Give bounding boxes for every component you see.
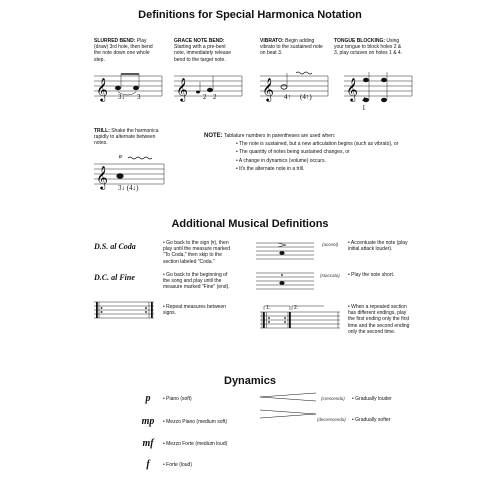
term-dc-al-fine: D.C. al Fine: [94, 273, 135, 282]
def-repeat: • Repeat measures between signs.: [163, 304, 235, 316]
svg-text:𝄞: 𝄞: [96, 165, 108, 189]
dynamics-title: Dynamics: [224, 375, 276, 387]
page-title: Definitions for Special Harmonica Notation: [138, 9, 362, 21]
svg-text:𝄞: 𝄞: [176, 77, 188, 101]
def-staccato: • Play the note short.: [348, 272, 410, 278]
ending-1: 1.: [266, 305, 271, 311]
svg-text:𝄞: 𝄞: [262, 77, 274, 101]
ending-2: 2.: [294, 305, 299, 311]
tab-vibrato-2: (4↑): [300, 93, 312, 101]
decrescendo-hairpin: [260, 410, 316, 418]
svg-text:𝄞: 𝄞: [96, 77, 108, 101]
dyn-text-mp: • Mezzo Piano (medium soft): [163, 419, 227, 425]
staff-slurred-bend: [94, 74, 162, 102]
vibrato-def: VIBRATO: Begin adding vibrato to the sustained note on beat 3.: [260, 38, 323, 57]
dyn-mark-mf: mf: [142, 438, 154, 449]
staff-vibrato: [260, 72, 328, 102]
def-accent: • Accentuate the note (play initial attack louder).: [348, 240, 410, 252]
tab-slurred-1: 3↓: [118, 93, 125, 101]
def-ds-al-coda: • Go back to the sign (𝄋), then play until the measure marked "To Coda," then skip to the section labeled "Coda.": [163, 240, 235, 265]
dyn-text-mf: • Mezzo Forte (medium loud): [163, 441, 227, 447]
tab-tongue-1: 4: [362, 96, 366, 104]
staff-endings: [260, 304, 342, 330]
note-box: NOTE: Tablature numbers in parentheses are used when: • The note is sustained, but a new articulation begins (such as vibrato), or • The quantity of notes being sustained changes, or • A change in dynamics (volume) occurs. • It's the alternate note in a trill.: [204, 133, 404, 172]
dyn-text-p: • Piano (soft): [163, 396, 192, 402]
def-endings: • When a repeated section has different endings, play the first ending only the first time and the second ending only the second time.: [348, 304, 412, 335]
hairpins: [258, 392, 320, 422]
tab-trill: 3↓ (4↓): [118, 184, 139, 192]
trill-mark: tr: [119, 155, 123, 160]
trill-def: TRILL: Shake the harmonica rapidly to alternate between notes.: [94, 128, 159, 147]
dyn-mark-f: f: [146, 459, 150, 470]
crescendo-text: • Gradually louder: [352, 396, 392, 402]
slurred-bend-def: SLURRED BEND: Play (draw) 3rd hole, then bend the note down one whole step.: [94, 38, 153, 63]
staff-repeat: [94, 300, 156, 322]
notation-staves: [94, 70, 414, 110]
tab-grace-1: 2: [203, 93, 207, 101]
def-dc-al-fine: • Go back to the beginning of the song and play until the measure marked "Fine" (end).: [163, 272, 235, 291]
decrescendo-text: • Gradually softer: [352, 417, 390, 423]
svg-text:𝄞: 𝄞: [346, 77, 358, 101]
term-ds-al-coda: D.S. al Coda: [94, 242, 136, 251]
tongue-blocking-def: TONGUE BLOCKING: Using your tongue to block holes 2 & 3, play octaves on holes 1 & 4.: [334, 38, 403, 57]
staccato-label: (staccato): [320, 273, 340, 278]
dyn-text-f: • Forte (loud): [163, 462, 192, 468]
crescendo-hairpin: [260, 393, 316, 401]
accent-label: (accent): [322, 242, 339, 247]
dyn-mark-p: p: [145, 393, 151, 404]
additional-title: Additional Musical Definitions: [171, 218, 329, 230]
tab-grace-2: 2: [213, 93, 217, 101]
tab-slurred-2: 3: [137, 93, 141, 101]
staff-accent-staccato: [256, 239, 316, 299]
staff-tongue-blocking: [344, 72, 412, 102]
tab-tongue-2: 1: [362, 104, 366, 112]
crescendo-label: (crescendo): [321, 396, 345, 401]
tab-vibrato-1: 4↑: [284, 93, 291, 101]
dyn-mark-mp: mp: [141, 416, 155, 427]
staff-grace-note-bend: [174, 76, 242, 102]
grace-note-bend-def: GRACE NOTE BEND: Starting with a pre-bent note, immediately release bend to the target note.: [174, 38, 231, 63]
decrescendo-label: (decrescendo): [317, 417, 346, 422]
